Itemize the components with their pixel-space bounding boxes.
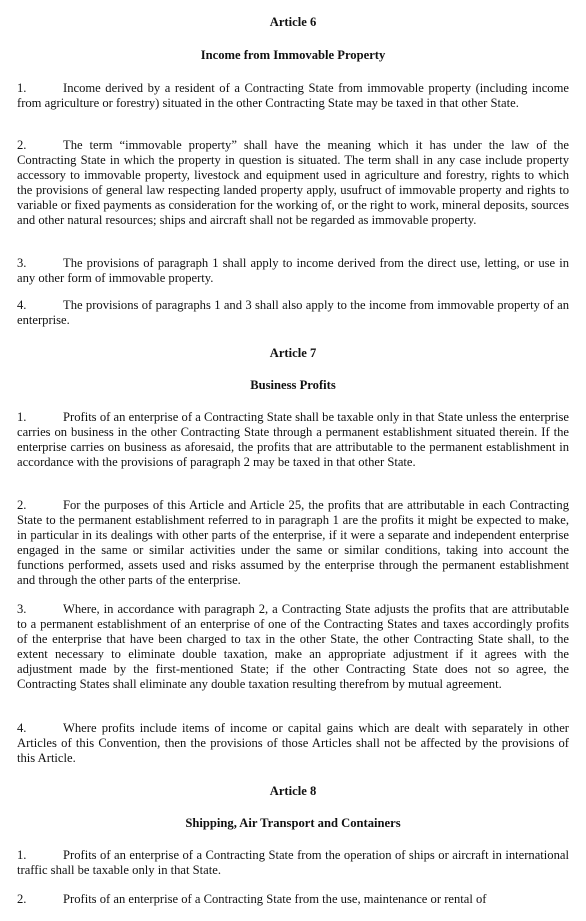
paragraph-text: Where, in accordance with paragraph 2, a Contracting State adjusts the profits that are attributable to a permanent establishment of an enterprise of one of the Contracting States and taxes accordingly profits of the enterprise that have been charged to tax in the other State, the other Contracting State shall, to the extent necessary to eliminate double taxation, make an appropriate adjustment if it agrees with the adjustment made by the first-mentioned State; if the other Contracting State does not so agree, the Contracting States shall eliminate any double taxation resulting therefrom by mutual agreement.	[17, 602, 569, 692]
paragraph-text: The term “immovable property” shall have the meaning which it has under the law of the Contracting State in which the property in question is situated. The term shall in any case include property accessory to immovable property, livestock and equipment used in agriculture and forestry, rights to which the provisions of general law respecting landed property apply, usufruct of immovable property and rights to variable or fixed payments as consideration for the working of, or the right to work, mineral deposits, sources and other natural resources; ships and aircraft shall not be regarded as immovable property.	[17, 138, 569, 228]
paragraph-number: 1.	[17, 81, 27, 95]
article-7-paragraph-3	[17, 602, 569, 693]
article-8-subtitle: Shipping, Air Transport and Containers	[185, 816, 401, 830]
paragraph-number: 1.	[17, 848, 27, 862]
article-7-paragraph-2	[17, 498, 569, 589]
article-7-paragraph-4	[17, 721, 569, 766]
article-6-paragraph-3	[17, 256, 569, 286]
article-8-title: Article 8	[269, 784, 317, 798]
paragraph-number: 3.	[17, 256, 27, 270]
article-6-subtitle: Income from Immovable Property	[200, 48, 386, 62]
article-6-paragraph-2	[17, 138, 569, 229]
article-6-paragraph-4	[17, 298, 569, 328]
paragraph-number: 2.	[17, 892, 27, 906]
article-8-paragraph-1	[17, 848, 569, 878]
article-7-paragraph-1	[17, 410, 569, 470]
paragraph-text: Income derived by a resident of a Contracting State from immovable property (including income from agriculture or forestry) situated in the other Contracting State may be taxed in that other State.	[17, 81, 569, 111]
paragraph-number: 3.	[17, 602, 27, 616]
paragraph-text: For the purposes of this Article and Article 25, the profits that are attributable in each Contracting State to the permanent establishment referred to in paragraph 1 are the profits it might be expected to make, in particular in its dealings with other parts of the enterprise, if it were a separate and independent enterprise engaged in the same or similar activities under the same or similar conditions, taking into account the functions performed, assets used and risks assumed by the enterprise through the permanent establishment and through the other parts of the enterprise.	[17, 498, 569, 588]
paragraph-text: The provisions of paragraph 1 shall apply to income derived from the direct use, letting, or use in any other form of immovable property.	[17, 256, 569, 286]
article-8-paragraph-2	[17, 892, 569, 907]
paragraph-text: Where profits include items of income or capital gains which are dealt with separately in other Articles of this Convention, then the provisions of those Articles shall not be affected by the provisions of this Article.	[17, 721, 569, 766]
article-7-subtitle: Business Profits	[250, 378, 336, 392]
paragraph-number: 2.	[17, 138, 27, 152]
article-6-title: Article 6	[269, 15, 317, 29]
paragraph-number: 1.	[17, 410, 27, 424]
article-6-paragraph-1	[17, 81, 569, 111]
paragraph-number: 2.	[17, 498, 27, 512]
paragraph-text: Profits of an enterprise of a Contracting State from the use, maintenance or rental of	[63, 892, 487, 906]
paragraph-number: 4.	[17, 721, 27, 735]
article-7-title: Article 7	[269, 346, 317, 360]
paragraph-text: Profits of an enterprise of a Contracting State from the operation of ships or aircraft in international traffic shall be taxable only in that State.	[17, 848, 569, 878]
paragraph-number: 4.	[17, 298, 27, 312]
paragraph-text: Profits of an enterprise of a Contracting State shall be taxable only in that State unless the enterprise carries on business in the other Contracting State through a permanent establishment situated therein. If the enterprise carries on business as aforesaid, the profits that are attributable to the permanent establishment in accordance with the provisions of paragraph 2 may be taxed in that other State.	[17, 410, 569, 470]
paragraph-text: The provisions of paragraphs 1 and 3 shall also apply to the income from immovable property of an enterprise.	[17, 298, 569, 328]
